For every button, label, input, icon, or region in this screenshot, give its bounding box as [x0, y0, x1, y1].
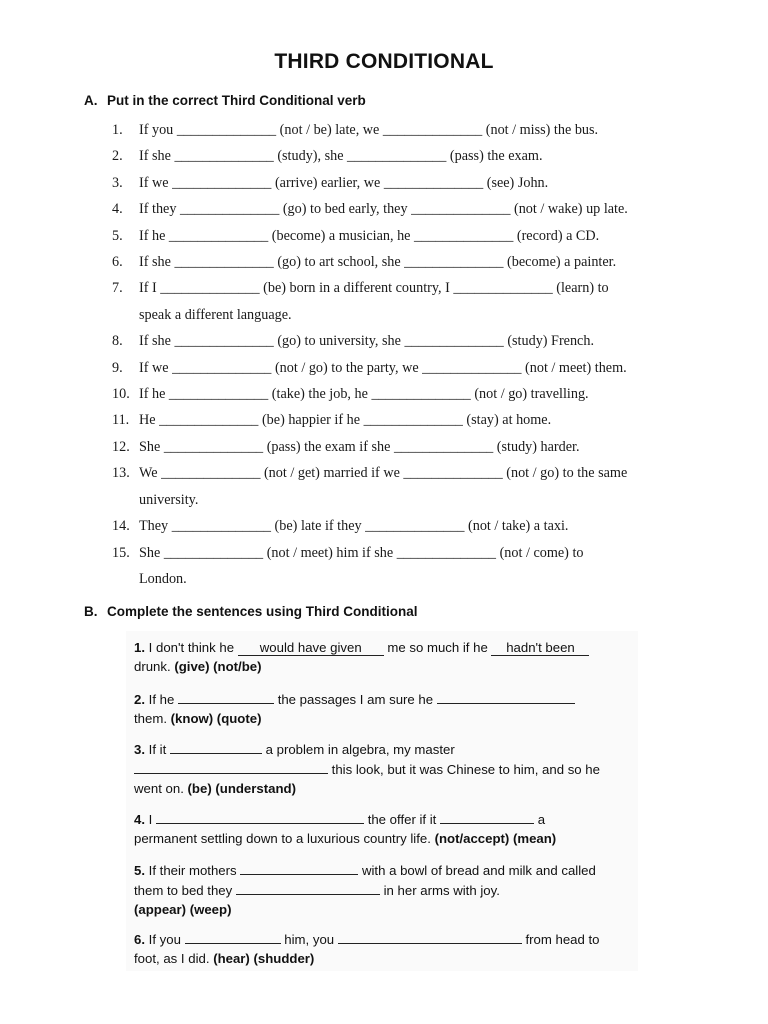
sentence-text: If you: [148, 932, 181, 947]
section-a-letter: A.: [84, 93, 98, 108]
item-number: 2.: [112, 148, 123, 165]
item-number: 13.: [112, 465, 130, 482]
sentence-text: I: [148, 812, 153, 827]
exercise-b-item: [134, 638, 632, 676]
answer-blank[interactable]: [134, 759, 328, 774]
answer-blank[interactable]: would have given: [238, 641, 384, 656]
sentence-text: them to bed they: [134, 883, 233, 898]
exercise-b-item: [134, 739, 632, 798]
exercise-a-item: [112, 540, 692, 566]
sentence-text: went on.: [134, 781, 184, 796]
exercise-a-item: [112, 275, 692, 301]
verb-hint: (not/accept) (mean): [434, 831, 557, 846]
item-number: 5.: [112, 227, 123, 244]
exercise-a-item: [112, 170, 692, 196]
answer-blank[interactable]: hadn't been: [491, 641, 589, 656]
item-number: 12.: [112, 438, 130, 455]
sentence-text: me so much if he: [387, 640, 488, 655]
answer-blank[interactable]: [170, 739, 262, 754]
answer-blank[interactable]: [236, 880, 380, 895]
item-number: 2.: [134, 692, 145, 707]
sentence-text: the offer if it: [367, 812, 437, 827]
answer-blank[interactable]: [338, 929, 522, 944]
sentence-text: If she ______________ (go) to art school, she ______________ (become) a painter.: [139, 254, 617, 271]
sentence-text: If I ______________ (be) born in a different country, I ______________ (learn) to: [139, 280, 609, 297]
item-number: 1.: [112, 122, 123, 138]
exercise-b-item: [134, 809, 632, 848]
exercise-a-item: [112, 143, 692, 169]
sentence-text: She ______________ (pass) the exam if she ______________ (study) harder.: [139, 438, 580, 455]
sentence-text: If we ______________ (arrive) earlier, we ______________ (see) John.: [139, 174, 549, 191]
sentence-text: I don't think he: [148, 640, 235, 655]
item-number: 5.: [134, 863, 145, 878]
section-a-title: Put in the correct Third Conditional verb: [107, 93, 366, 108]
exercise-b-box: [126, 631, 638, 971]
section-b-letter: B.: [84, 604, 98, 619]
item-number: 4.: [112, 201, 123, 218]
verb-hint: (know) (quote): [170, 711, 262, 726]
exercise-a-item: [112, 196, 692, 222]
exercise-a-item: [112, 328, 692, 354]
item-number: 8.: [112, 333, 123, 350]
sentence-text: We ______________ (not / get) married if we ______________ (not / go) to the same: [139, 465, 628, 482]
item-number: 15.: [112, 544, 130, 561]
answer-blank[interactable]: [240, 860, 358, 875]
exercise-a-item: [112, 117, 692, 143]
sentence-continuation: speak a different language.: [139, 306, 292, 323]
item-number: 14.: [112, 518, 130, 535]
answer-blank[interactable]: [178, 689, 274, 704]
exercise-b-item: [134, 929, 632, 968]
verb-hint: (give) (not/be): [174, 659, 262, 674]
sentence-text: permanent settling down to a luxurious country life.: [134, 831, 431, 846]
sentence-text: foot, as I did.: [134, 951, 210, 966]
sentence-text: him, you: [284, 932, 335, 947]
sentence-text: If it: [148, 742, 167, 757]
item-number: 6.: [112, 254, 123, 271]
exercise-a-item: [112, 223, 692, 249]
answer-blank[interactable]: [185, 929, 281, 944]
exercise-b-item: [134, 860, 632, 919]
section-b-title: Complete the sentences using Third Conditional: [107, 604, 418, 619]
sentence-continuation: London.: [139, 570, 187, 587]
exercise-a-item: [112, 407, 692, 433]
sentence-text: from head to: [525, 932, 600, 947]
item-number: 10.: [112, 386, 130, 403]
sentence-text: If she ______________ (study), she ______________ (pass) the exam.: [139, 148, 543, 165]
answer-blank[interactable]: [440, 809, 534, 824]
verb-hint: (be) (understand): [187, 781, 296, 796]
sentence-text: them.: [134, 711, 167, 726]
item-number: 3.: [112, 174, 123, 191]
exercise-a-item: [112, 513, 692, 539]
sentence-text: They ______________ (be) late if they ______________ (not / take) a taxi.: [139, 518, 569, 535]
sentence-text: a problem in algebra, my master: [265, 742, 455, 757]
answer-blank[interactable]: [437, 689, 575, 704]
sentence-text: a: [537, 812, 546, 827]
exercise-a-item: [112, 434, 692, 460]
sentence-text: She ______________ (not / meet) him if she ______________ (not / come) to: [139, 544, 584, 561]
section-a-heading: [84, 93, 366, 108]
item-number: 7.: [112, 280, 123, 297]
section-b-heading: [84, 604, 418, 619]
exercise-a-item: [112, 460, 692, 486]
sentence-text: in her arms with joy.: [383, 883, 500, 898]
item-number: 11.: [112, 412, 130, 429]
sentence-text: this look, but it was Chinese to him, and so he: [331, 762, 600, 777]
sentence-text: If he ______________ (become) a musician, he ______________ (record) a CD.: [139, 227, 600, 244]
sentence-text: If you ______________ (not / be) late, we ______________ (not / miss) the bus.: [139, 122, 599, 138]
sentence-text: If their mothers: [148, 863, 237, 878]
exercise-a-list: [112, 117, 692, 592]
item-number: 6.: [134, 932, 145, 947]
sentence-text: the passages I am sure he: [277, 692, 434, 707]
page-title: THIRD CONDITIONAL: [274, 50, 494, 73]
sentence-text: If we ______________ (not / go) to the party, we ______________ (not / meet) them.: [139, 359, 627, 376]
exercise-a-item: [112, 381, 692, 407]
item-number: 1.: [134, 640, 145, 655]
exercise-a-item: [112, 355, 692, 381]
sentence-text: If she ______________ (go) to university, she ______________ (study) French.: [139, 333, 594, 350]
sentence-text: If they ______________ (go) to bed early, they ______________ (not / wake) up late.: [139, 201, 628, 218]
exercise-b-item: [134, 689, 632, 728]
item-number: 4.: [134, 812, 145, 827]
item-number: 3.: [134, 742, 145, 757]
item-number: 9.: [112, 359, 123, 376]
sentence-text: He ______________ (be) happier if he ______________ (stay) at home.: [139, 412, 552, 429]
sentence-continuation: university.: [139, 491, 199, 508]
verb-hint: (hear) (shudder): [213, 951, 315, 966]
sentence-text: If he: [148, 692, 175, 707]
sentence-text: drunk.: [134, 659, 171, 674]
exercise-a-item: [112, 249, 692, 275]
answer-blank[interactable]: [156, 809, 364, 824]
verb-hint: (appear) (weep): [134, 902, 232, 917]
sentence-text: If he ______________ (take) the job, he ______________ (not / go) travelling.: [139, 386, 589, 403]
sentence-text: with a bowl of bread and milk and called: [361, 863, 596, 878]
